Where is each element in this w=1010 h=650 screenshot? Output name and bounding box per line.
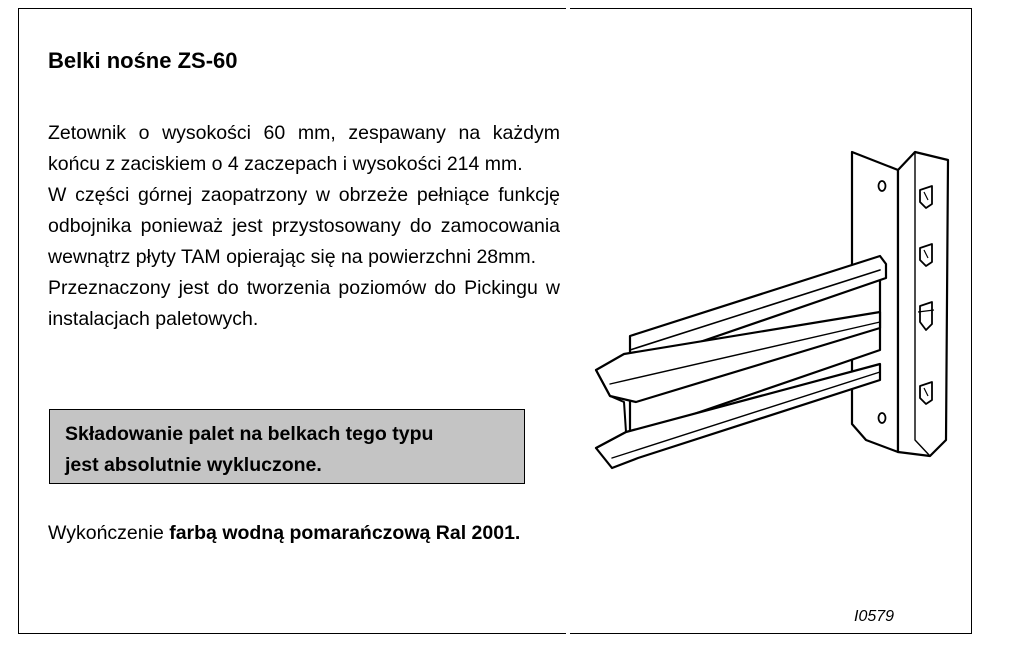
description-paragraph-1: Zetownik o wysokości 60 mm, zespawany na każdym końcu z zaciskiem o 4 zaczepach i wysokości 214 mm. [48, 122, 560, 175]
warning-line-1: Składowanie palet na belkach tego typu [65, 423, 434, 445]
description-paragraph-3: Przeznaczony jest do tworzenia poziomów do Pickingu w instalacjach paletowych. [48, 277, 560, 330]
frame-gap-bottom [566, 632, 570, 636]
warning-box [49, 409, 525, 484]
warning-line-2: jest absolutnie wykluczone. [65, 454, 322, 476]
description [48, 118, 560, 335]
plate-hole-bottom [879, 413, 886, 423]
plate-hole-top [879, 181, 886, 191]
beam-drawing [580, 140, 960, 480]
page-title: Belki nośne ZS-60 [48, 48, 238, 73]
description-paragraph-2: W części górnej zaopatrzony w obrzeże pełniące funkcję odbojnika ponieważ jest przystosowany do zamocowania wewnątrz płyty TAM opierając się na powierzchni 28mm. [48, 184, 560, 268]
frame-gap-top [566, 6, 570, 10]
finish-paint: farbą wodną pomarańczową Ral 2001. [169, 522, 521, 544]
figure-code: I0579 [854, 608, 895, 625]
finish-prefix: Wykończenie [48, 522, 170, 544]
flange-slot-3 [920, 302, 932, 330]
finish-note [48, 518, 548, 549]
